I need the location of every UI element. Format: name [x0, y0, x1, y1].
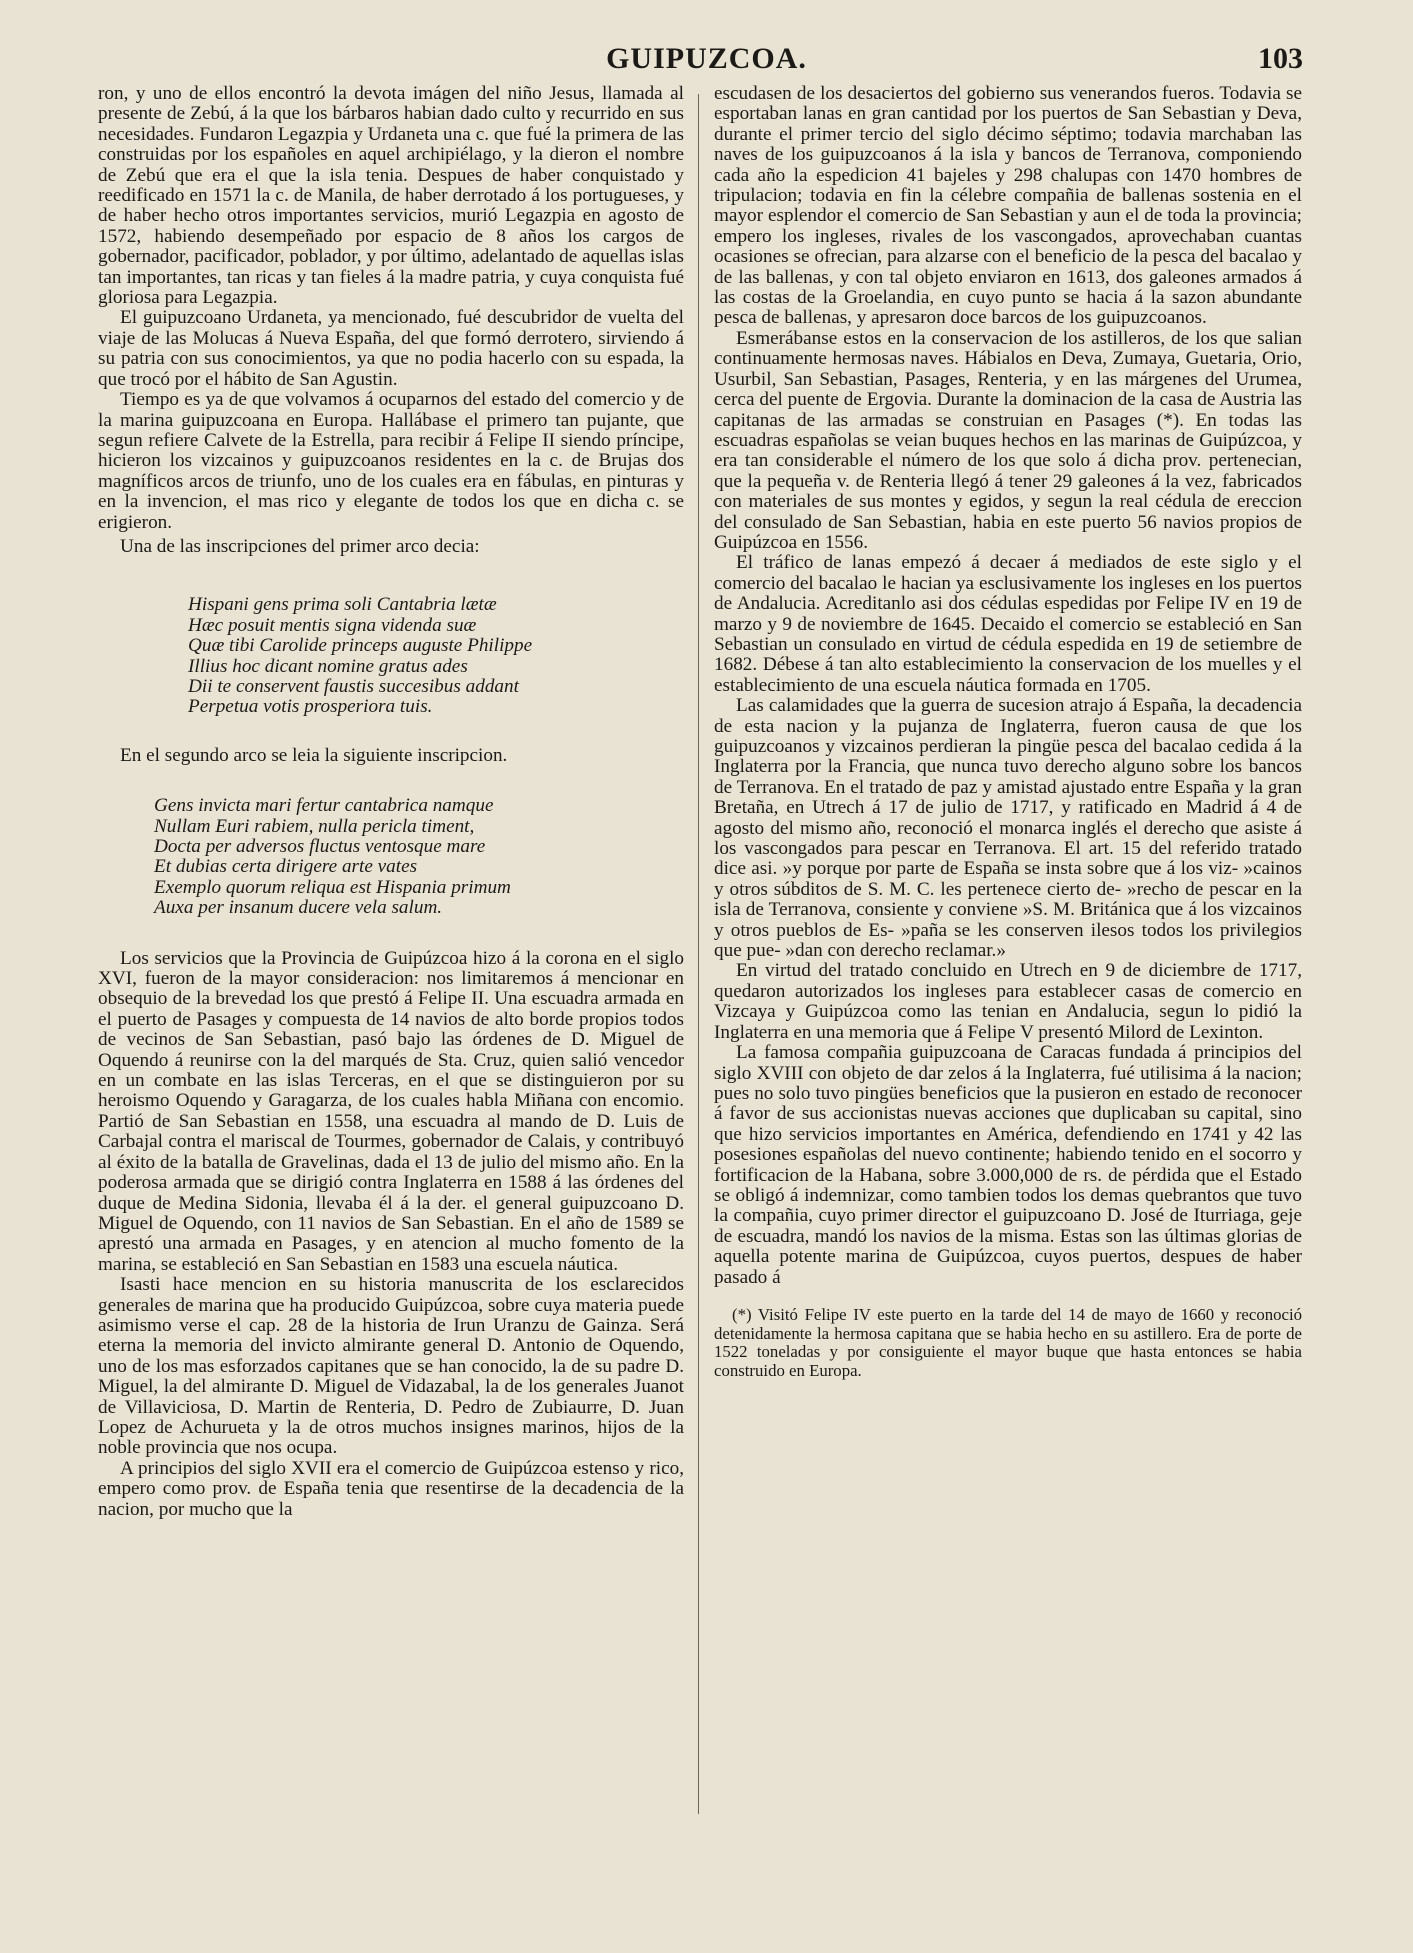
right-paragraph-4: Las calamidades que la guerra de sucesion atrajo á España, la decadencia de esta nacion y la pujanza de Inglaterra, fueron causa de que los guipuzcoanos y vizcainos perdieran la pingüe pesca del bacalao cedida á la Inglaterra por la Francia, que nunca tuvo derecho alguno sobre los bancos de Terranova. En el tratado de paz y amistad ajustado entre España y la gran Bretaña, en Utrech á 17 de julio de 1717, y ratificado en Madrid á 4 de agosto del mismo año, reconoció el monarca inglés el derecho que asiste á los vascongados para pescar en Terranova. El art. 15 del referido tratado dice asi. »y porque por parte de España se insta sobre que á los viz- »cainos y otros súbditos de S. M. C. les pertenece cierto de- »recho de pescar en la isla de Terranova, consiente y conviene »S. M. Británica que á los vizcainos y otros pueblos de Es- »paña se les conserven ilesos todos los privilegios que pue- »dan con derecho reclamar.» — [714, 695, 1302, 962]
verse-line: Quæ tibi Carolide princeps auguste Philippe — [188, 635, 533, 657]
left-paragraph-6: A principios del siglo XVII era el comercio de Guipúzcoa estenso y rico, empero como prov. de España tenia que resentirse de la decadencia de la nacion, por mucho que la — [98, 1457, 684, 1520]
left-paragraph-4: Los servicios que la Provincia de Guipúzcoa hizo á la corona en el siglo XVI, fueron de la mayor consideracion: nos limitaremos á mencionar en obsequio de la brevedad los que prestó á Felipe II. Una escuadra armada en el puerto de Pasages y compuesta de 14 navios de alto borde propios todos de vecinos de San Sebastian, pasó bajo las órdenes de D. Miguel de Oquendo á reunirse con la del marqués de Sta. Cruz, quien salió vencedor en un combate en las islas Terceras, en el que se distinguieron por su heroismo Oquendo y Garagarza, de los cuales habla Miñana con encomio. Partió de San Sebastian en 1558, una escuadra al mando de D. Luis de Carbajal contra el mariscal de Tourmes, gobernador de Calais, y contribuyó al éxito de la batalla de Gravelinas, dada el 13 de julio del mismo año. En la poderosa armada que se dirigió contra Inglaterra en 1588 á las órdenes del duque de Medina Sidonia, llevaba él á la der. el general guipuzcoano D. Miguel de Oquendo, con 11 navios de San Sebastian. En el año de 1589 se aprestó una armada en Pasages, y en atencion al mucho fomento de la marina, se estableció en San Sebastian en 1583 una escuela náutica. — [98, 947, 684, 1275]
verse-line: Exemplo quorum reliqua est Hispania primum — [154, 876, 511, 898]
left-paragraph-2: El guipuzcoano Urdaneta, ya mencionado, fué descubridor de vuelta del viaje de las Molucas á Nueva España, del que formó derrotero, sirviendo á su patria con sus conocimientos, ya que no podia hacerlo con su espada, la que trocó por el hábito de San Agustin. — [98, 307, 684, 390]
verse-line: Perpetua votis prosperiora tuis. — [188, 696, 433, 718]
right-paragraph-5: En virtud del tratado concluido en Utrech en 9 de diciembre de 1717, quedaron autorizados los ingleses para establecer casas de comercio en Vizcaya y Guipúzcoa como las tenian en Andalucia, segun lo pidió la Inglaterra en una memoria que á Felipe V presentó Milord de Lexinton. — [714, 960, 1302, 1043]
left-column — [98, 84, 684, 1520]
right-paragraph-3: El tráfico de lanas empezó á decaer á mediados de este siglo y el comercio del bacalao le hacian ya esclusivamente los ingleses en los puertos de Andalucia. Acreditanlo asi dos cédulas espedidas por Felipe IV en 19 de marzo y 9 de noviembre de 1645. Decaido el comercio se estableció en San Sebastian un consulado en virtud de cédula espedida en 19 de setiembre de 1682. Débese á tan alto establecimiento la conservacion de los muelles y el establecimiento de una escuela náutica formada en 1705. — [714, 552, 1302, 696]
verse-line: Auxa per insanum ducere vela salum. — [154, 897, 443, 919]
running-header-title: GUIPUZCOA. — [606, 42, 807, 75]
column-divider — [698, 94, 699, 1814]
verse-line: Hispani gens prima soli Cantabria lætæ — [188, 594, 497, 616]
page-number: 103 — [1258, 42, 1303, 75]
first-arch-inscription — [98, 595, 684, 717]
left-paragraph-1: ron, y uno de ellos encontró la devota imágen del niño Jesus, llamada al presente de Zebú, á la que los bárbaros habian dado culto y recurrido en sus necesidades. Fundaron Legazpia y Urdaneta una c. que fué la primera de las construidas por los españoles en aquel archipiélago, y la dieron el nombre de Zebú que era el que la isla tenia. Despues de haber conquistado y reedificado en 1571 la c. de Manila, de haber derrotado á los portugueses, y de haber hecho otros importantes servicios, murió Legazpia en agosto de 1572, habiendo desempeñado por espacio de 8 años los cargos de gobernador, pacificador, poblador, y por último, adelantado de aquellas islas tan importantes, tan ricas y tan fieles á la madre patria, y cuya conquista fué gloriosa para Legazpia. — [98, 83, 684, 309]
footnote-text: (*) Visitó Felipe IV este puerto en la tarde del 14 de mayo de 1660 y reconoció detenidamente la hermosa capitana que se habia hecho en su astillero. Era de porte de 1522 toneladas y por consiguiente el mayor buque que hasta entonces se habia construido en Europa. — [714, 1304, 1302, 1380]
left-paragraph-3: Tiempo es ya de que volvamos á ocuparnos del estado del comercio y de la marina guipuzcoana en Europa. Hallábase el primero tan pujante, que segun refiere Calvete de la Estrella, para recibir á Felipe II siendo príncipe, hicieron los vizcainos y guipuzcoanos residentes en la c. de Brujas dos magníficos arcos de triunfo, uno de los cuales era en fábulas, en pinturas y en la invencion, el mas rico y elegante de todos los que en dicha c. se erigieron. — [98, 389, 684, 533]
verse-line: Et dubias certa dirigere arte vates — [154, 856, 418, 878]
right-paragraph-2: Esmerábanse estos en la conservacion de los astilleros, de los que salian continuamente hermosas naves. Hábialos en Deva, Zumaya, Guetaria, Orio, Usurbil, San Sebastian, Pasages, Renteria, y en las márgenes del Urumea, cerca del puente de Ergovia. Durante la dominacion de la casa de Austria las capitanas de las armadas se construian en Pasages (*). En todas las escuadras españolas se veian buques hechos en las marinas de Guipúzcoa, y era tan considerable el número de los que solo á dicha prov. pertenecian, que la pequeña v. de Renteria llegó á tener 29 galeones á la vez, fabricados con materiales de sus montes y egidos, y segun la real cédula de ereccion del consulado de San Sebastian, habia en este puerto 56 navios propios de Guipúzcoa en 1556. — [714, 327, 1302, 553]
verse-line: Hæc posuit mentis signa videnda suæ — [188, 614, 477, 636]
right-paragraph-6: La famosa compañia guipuzcoana de Caracas fundada á principios del siglo XVIII con objeto de dar zelos á la Inglaterra, fué utilisima á la nacion; pues no solo tuvo pingües beneficios que la pusieron en estado de reconocer á favor de sus accionistas nuevas acciones que duplicaban su capital, sino que hizo servicios importantes en América, defendiendo en 1741 y 42 las posesiones españolas del nuevo continente; habiendo tenido en el socorro y fortificacion de la Habana, sobre 3.000,000 de rs. de pérdida que el Estado se obligó á indemnizar, como tambien todos los demas quebrantos que tuvo la compañia, cuyo primer director el guipuzcoano D. José de Iturriaga, geje de escuadra, mandó los navios de la misma. Estas son las últimas glorias de aquella potente marina de Guipúzcoa, cuyos puertos, despues de haber pasado á — [714, 1042, 1302, 1288]
left-paragraph-5: Isasti hace mencion en su historia manuscrita de los esclarecidos generales de marina que ha producido Guipúzcoa, sobre cuya materia puede asimismo verse el cap. 28 de la historia de Irun Uranzu de Gainza. Será eterna la memoria del invicto almirante general D. Antonio de Oquendo, uno de los mas esforzados capitanes que se han conocido, la de su padre D. Miguel, la del almirante D. Miguel de Vidazabal, la de los generales Juanot de Villaviciosa, D. Martin de Renteria, D. Pedro de Zubiaurre, D. Juan Lopez de Achurueta y la de otros muchos insignes marinos, hijos de la noble provincia que nos ocupa. — [98, 1274, 684, 1459]
second-arch-inscription — [98, 796, 684, 918]
verse-line: Gens invicta mari fertur cantabrica namque — [154, 795, 494, 817]
verse-line: Docta per adversos fluctus ventosque mare — [154, 836, 486, 857]
first-arch-intro: Una de las inscripciones del primer arco decia: — [120, 535, 480, 557]
right-paragraph-1: escudasen de los desaciertos del gobierno sus venerandos fueros. Todavia se esportaban lanas en gran cantidad por los puertos de San Sebastian y Deva, durante el primer tercio del siglo décimo séptimo; todavia marchaban las naves de los guipuzcoanos á la isla y bancos de Terranova, componiendo cada año la espedicion 41 bajeles y 298 chalupas con 1470 hombres de tripulacion; todavia en fin la célebre compañia de ballenas sostenia en el mayor esplendor el comercio de San Sebastian y aun el de toda la provincia; empero los ingleses, rivales de los vascongados, aprovechaban cuantas ocasiones se ofrecian, para alzarse con el beneficio de la pesca del bacalao y de las ballenas, y con tal objeto enviaron en 1613, dos galeones armados á las costas de la Groelandia, en cuyo punto se hacia á la sazon abundante pesca de ballenas, y apresaron doce barcos de los guipuzcoanos. — [714, 83, 1302, 329]
footnote — [714, 1306, 1302, 1380]
verse-line: Illius hoc dicant nomine gratus ades — [188, 655, 468, 677]
verse-line: Nullam Euri rabiem, nulla pericla timent, — [154, 815, 475, 837]
second-arch-intro: En el segundo arco se leia la siguiente inscripcion. — [120, 744, 508, 766]
right-column — [714, 84, 1302, 1380]
verse-line: Dii te conservent faustis succesibus addant — [188, 675, 519, 697]
